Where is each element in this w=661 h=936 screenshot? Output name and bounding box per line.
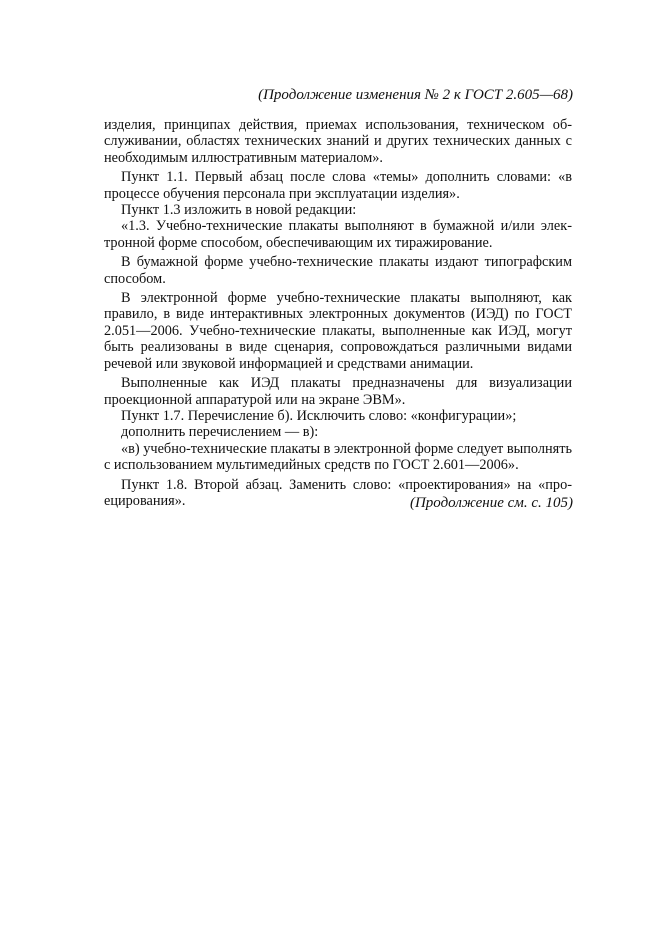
paragraph-item-1-8: Пункт 1.8. Второй абзац. Заменить слово: «проектирования» на «проецирования». (104, 476, 572, 509)
paragraph-item-1-3-intro: Пункт 1.3 изложить в новой редакции: (121, 202, 357, 219)
continuation-footer: (Продолжение см. с. 105) (409, 495, 573, 511)
paragraph-electronic-form: В электронной форме учебно-технические плакаты выполняют, как правило, в виде интерактивных электронных документов (ИЭД) по ГОСТ 2.051—2006. Учебно-технические плакаты, выполненные как ИЭД, могут быть реализованы в виде сценария, сопровождаться различными видами речевой или звуковой информацией и средствами анимации. (104, 290, 572, 372)
continuation-header: (Продолжение изменения № 2 к ГОСТ 2.605—68) (258, 87, 573, 103)
paragraph-item-1-7-enumeration-v: «в) учебно-технические плакаты в электронной форме следует выполнять с использованием мультимедийных средств по ГОСТ 2.601—2006». (104, 440, 572, 474)
paragraph-item-1-7-addition: дополнить перечислением — в): (121, 424, 319, 441)
paragraph-continued-text: изделия, принципах действия, приемах использования, техническом обслуживании, областях технических знаний и других технических данных с необходимым иллюстративным материалом». (104, 117, 572, 166)
document-body (104, 117, 572, 509)
paragraph-item-1-3-text: «1.3. Учебно-технические плакаты выполняют в бумажной и/или электронной форме способом, обеспечивающим их тиражирование. (104, 218, 572, 251)
paragraph-item-1-1: Пункт 1.1. Первый абзац после слова «темы» дополнить словами: «в процессе обучения персонала при эксплуатации изделия». (104, 169, 572, 202)
paragraph-ied-visualization: Выполненные как ИЭД плакаты предназначены для визуализации проекционной аппаратурой или на экране ЭВМ». (104, 375, 572, 408)
paragraph-item-1-7: Пункт 1.7. Перечисление б). Исключить слово: «конфигурации»; (121, 407, 517, 424)
paragraph-paper-form: В бумажной форме учебно-технические плакаты издают типографским способом. (104, 254, 572, 287)
